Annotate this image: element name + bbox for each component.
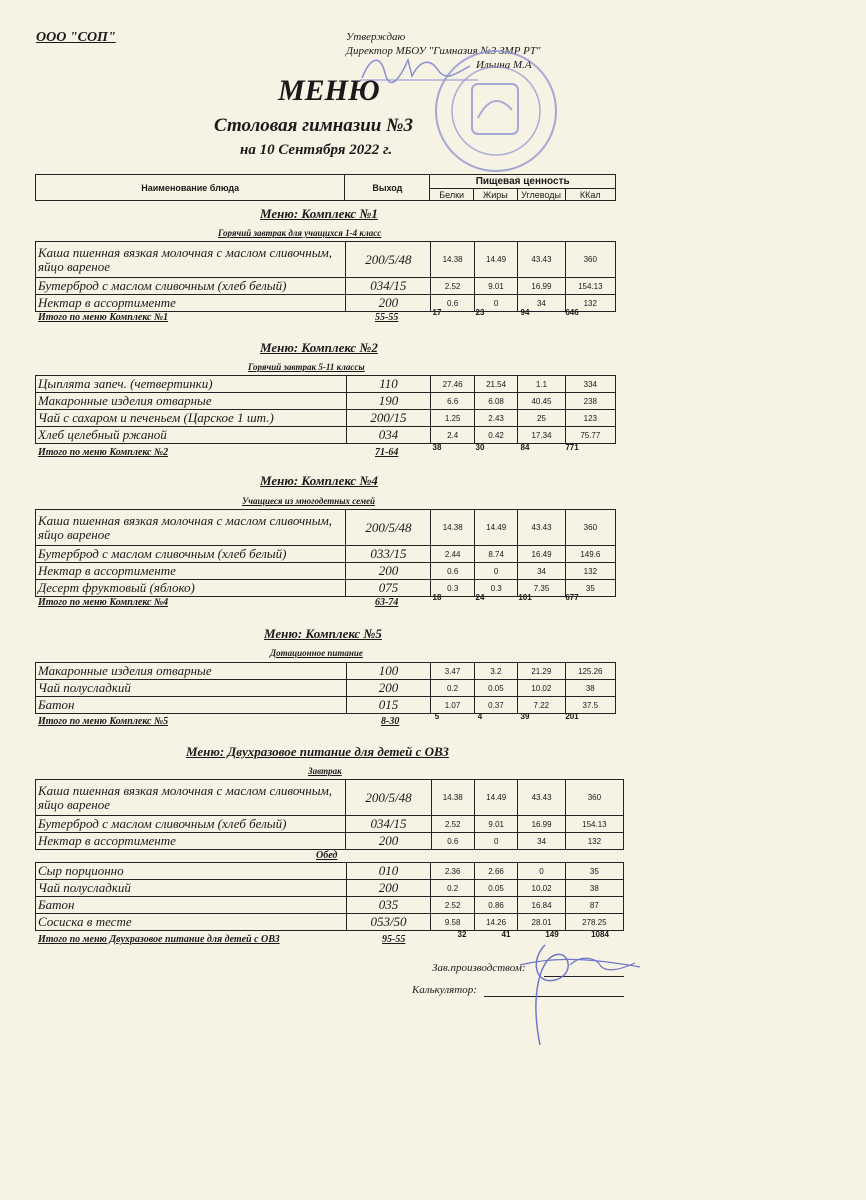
dish-name: Каша пшенная вязкая молочная с маслом сливочным, яйцо вареное <box>36 242 346 278</box>
menu-title: МЕНЮ <box>278 74 380 107</box>
dish-name: Десерт фруктовый (яблоко) <box>36 580 346 597</box>
table-row <box>36 780 624 816</box>
dish-protein: 2.52 <box>431 816 474 833</box>
dish-fat: 2.43 <box>474 410 517 427</box>
canteen-subtitle: Столовая гимназии №3 <box>214 115 413 136</box>
dish-kcal: 38 <box>565 680 615 697</box>
total-label: Итого по меню Комплекс №1 <box>38 312 169 323</box>
dish-output: 075 <box>346 580 431 597</box>
dish-output: 053/50 <box>346 914 431 931</box>
dish-kcal: 238 <box>565 393 615 410</box>
dish-carbs: 16.99 <box>518 278 565 295</box>
dish-name: Чай полусладкий <box>36 880 347 897</box>
dish-carbs: 21.29 <box>518 663 565 680</box>
total-carbs: 149 <box>545 930 559 939</box>
approval-line2: Директор МБОУ "Гимназия №3 ЗМР РТ" <box>346 45 541 57</box>
dish-output: 200 <box>346 833 431 850</box>
production-manager-label: Зав.производством: <box>432 962 526 974</box>
table-row <box>36 663 616 680</box>
dish-name: Бутерброд с маслом сливочным (хлеб белый) <box>36 278 346 295</box>
header-table <box>35 174 616 201</box>
school-stamp <box>412 48 580 174</box>
section-subtitle: Учащиеся из многодетных семей <box>242 496 376 506</box>
dish-carbs: 17.34 <box>518 427 565 444</box>
dish-kcal: 35 <box>565 863 623 880</box>
total-carbs: 101 <box>518 593 532 602</box>
dish-fat: 14.49 <box>474 242 517 278</box>
dish-table <box>35 662 616 714</box>
dish-kcal: 334 <box>565 376 615 393</box>
dish-protein: 0.2 <box>431 880 474 897</box>
dish-carbs: 34 <box>518 833 565 850</box>
total-label: Итого по меню Комплекс №4 <box>38 597 169 608</box>
header-carbs: Углеводы <box>517 189 565 201</box>
dish-kcal: 37.5 <box>565 697 615 714</box>
dish-output: 200 <box>346 563 431 580</box>
dish-carbs: 0 <box>518 863 565 880</box>
table-row <box>36 833 624 850</box>
dish-output: 200 <box>346 295 431 312</box>
dish-kcal: 360 <box>565 780 623 816</box>
section-total <box>38 443 618 461</box>
header-dish: Наименование блюда <box>36 175 345 201</box>
section-title: Меню: Комплекс №1 <box>260 206 378 221</box>
dish-name: Цыплята запеч. (четвертинки) <box>36 376 347 393</box>
dish-table <box>35 509 616 597</box>
table-row <box>36 242 616 278</box>
dish-output: 033/15 <box>346 546 431 563</box>
dish-kcal: 278.25 <box>565 914 623 931</box>
total-fat: 41 <box>501 930 511 939</box>
dish-output: 015 <box>346 697 431 714</box>
section-subtitle-lunch: Обед <box>316 850 338 861</box>
dish-name: Нектар в ассортименте <box>36 295 346 312</box>
dish-name: Нектар в ассортименте <box>36 833 346 850</box>
dish-fat: 0.05 <box>474 880 517 897</box>
dish-output: 200 <box>346 680 431 697</box>
dish-kcal: 154.13 <box>565 278 615 295</box>
dish-protein: 0.6 <box>431 833 474 850</box>
dish-protein: 0.6 <box>431 295 474 312</box>
dish-fat: 8.74 <box>474 546 517 563</box>
table-row <box>36 278 616 295</box>
header-fat: Жиры <box>474 189 518 201</box>
total-code: 63-74 <box>375 597 399 608</box>
table-row <box>36 816 624 833</box>
total-protein: 18 <box>432 593 442 602</box>
dish-kcal: 132 <box>565 295 615 312</box>
dish-protein: 2.52 <box>431 278 474 295</box>
dish-carbs: 34 <box>518 563 565 580</box>
dish-name: Батон <box>36 697 347 714</box>
total-protein: 32 <box>457 930 467 939</box>
dish-output: 200/5/48 <box>346 780 431 816</box>
total-label: Итого по меню Комплекс №5 <box>38 716 169 727</box>
header-nutrition: Пищевая ценность <box>430 175 616 189</box>
total-code: 8-30 <box>381 716 400 727</box>
dish-name: Чай с сахаром и печеньем (Царское 1 шт.) <box>36 410 347 427</box>
table-row <box>36 680 616 697</box>
dish-carbs: 10.02 <box>518 880 565 897</box>
header-protein: Белки <box>430 189 474 201</box>
dish-kcal: 123 <box>565 410 615 427</box>
dish-fat: 0 <box>474 833 517 850</box>
dish-protein: 0.6 <box>431 563 474 580</box>
total-kcal: 201 <box>565 712 579 721</box>
dish-output: 010 <box>346 863 431 880</box>
section-subtitle: Горячий завтрак для учащихся 1-4 класс <box>218 228 382 238</box>
dish-protein: 0.3 <box>431 580 474 597</box>
dish-kcal: 35 <box>565 580 615 597</box>
total-code: 55-55 <box>375 312 399 323</box>
dish-fat: 14.26 <box>474 914 517 931</box>
dish-table <box>35 375 616 444</box>
menu-date: на 10 Сентября 2022 г. <box>240 142 393 158</box>
table-row <box>36 510 616 546</box>
dish-kcal: 75.77 <box>565 427 615 444</box>
calculator-label: Калькулятор: <box>412 984 477 996</box>
dish-protein: 9.58 <box>431 914 474 931</box>
dish-carbs: 28.01 <box>518 914 565 931</box>
dish-table <box>35 862 624 931</box>
section-total <box>38 712 618 730</box>
dish-kcal: 38 <box>565 880 623 897</box>
dish-name: Сосиска в тесте <box>36 914 347 931</box>
dish-protein: 2.36 <box>431 863 474 880</box>
manager-signature <box>500 935 650 1050</box>
total-label: Итого по меню Комплекс №2 <box>38 447 169 458</box>
dish-output: 200/15 <box>346 410 431 427</box>
dish-protein: 2.4 <box>431 427 474 444</box>
dish-kcal: 360 <box>565 242 615 278</box>
dish-protein: 14.38 <box>431 780 474 816</box>
dish-kcal: 154.13 <box>565 816 623 833</box>
dish-fat: 0.3 <box>474 580 517 597</box>
dish-protein: 1.25 <box>431 410 474 427</box>
dish-name: Сыр порционно <box>36 863 347 880</box>
dish-fat: 0.05 <box>474 680 517 697</box>
total-protein: 17 <box>432 308 442 317</box>
dish-protein: 1.07 <box>431 697 474 714</box>
dish-output: 200/5/48 <box>346 242 431 278</box>
dish-name: Макаронные изделия отварные <box>36 393 347 410</box>
dish-protein: 2.44 <box>431 546 474 563</box>
dish-fat: 9.01 <box>474 816 517 833</box>
dish-table <box>35 241 616 312</box>
dish-kcal: 125.26 <box>565 663 615 680</box>
dish-name: Каша пшенная вязкая молочная с маслом сливочным, яйцо вареное <box>36 510 346 546</box>
dish-carbs: 43.43 <box>518 780 565 816</box>
section-title: Меню: Двухразовое питание для детей с ОВЗ <box>186 744 449 759</box>
dish-carbs: 43.43 <box>518 510 565 546</box>
total-carbs: 39 <box>520 712 530 721</box>
dish-carbs: 34 <box>518 295 565 312</box>
section-subtitle: Горячий завтрак 5-11 классы <box>248 362 365 372</box>
total-carbs: 94 <box>520 308 530 317</box>
dish-fat: 0 <box>474 295 517 312</box>
total-kcal: 1084 <box>591 930 609 939</box>
dish-protein: 3.47 <box>431 663 474 680</box>
dish-carbs: 16.49 <box>518 546 565 563</box>
table-row <box>36 914 624 931</box>
total-kcal: 771 <box>565 443 579 452</box>
dish-output: 110 <box>346 376 431 393</box>
table-row <box>36 863 624 880</box>
total-code: 71-64 <box>375 447 399 458</box>
table-row <box>36 546 616 563</box>
total-fat: 4 <box>477 712 483 721</box>
section-total <box>38 308 618 326</box>
section-subtitle: Завтрак <box>308 766 342 776</box>
dish-fat: 2.66 <box>474 863 517 880</box>
dish-fat: 6.08 <box>474 393 517 410</box>
dish-output: 190 <box>346 393 431 410</box>
dish-fat: 0 <box>474 563 517 580</box>
table-row <box>36 393 616 410</box>
dish-protein: 6.6 <box>431 393 474 410</box>
company-name: ООО "СОП" <box>36 30 116 45</box>
approval-line3: Ильина М.А <box>476 59 532 71</box>
total-carbs: 84 <box>520 443 530 452</box>
dish-protein: 2.52 <box>431 897 474 914</box>
dish-carbs: 7.35 <box>518 580 565 597</box>
total-protein: 5 <box>434 712 440 721</box>
section-total <box>38 593 618 611</box>
total-fat: 24 <box>475 593 485 602</box>
dish-name: Нектар в ассортименте <box>36 563 346 580</box>
dish-kcal: 132 <box>565 563 615 580</box>
section-title: Меню: Комплекс №5 <box>264 626 382 641</box>
section-title: Меню: Комплекс №4 <box>260 473 378 488</box>
dish-fat: 0.42 <box>474 427 517 444</box>
dish-carbs: 16.84 <box>518 897 565 914</box>
section-title: Меню: Комплекс №2 <box>260 340 378 355</box>
dish-fat: 9.01 <box>474 278 517 295</box>
dish-kcal: 360 <box>565 510 615 546</box>
header-output: Выход <box>345 175 430 201</box>
dish-protein: 14.38 <box>431 242 474 278</box>
dish-kcal: 87 <box>565 897 623 914</box>
dish-output: 200 <box>346 880 431 897</box>
dish-table <box>35 779 624 850</box>
dish-protein: 0.2 <box>431 680 474 697</box>
dish-carbs: 43.43 <box>518 242 565 278</box>
dish-name: Чай полусладкий <box>36 680 347 697</box>
dish-kcal: 132 <box>565 833 623 850</box>
dish-name: Хлеб целебный ржаной <box>36 427 347 444</box>
total-protein: 38 <box>432 443 442 452</box>
dish-name: Макаронные изделия отварные <box>36 663 347 680</box>
table-row <box>36 880 624 897</box>
section-subtitle: Дотационное питание <box>270 648 363 658</box>
table-row <box>36 427 616 444</box>
table-row <box>36 410 616 427</box>
dish-name: Бутерброд с маслом сливочным (хлеб белый) <box>36 546 346 563</box>
dish-fat: 0.37 <box>474 697 517 714</box>
dish-protein: 14.38 <box>431 510 474 546</box>
dish-name: Бутерброд с маслом сливочным (хлеб белый) <box>36 816 346 833</box>
total-label: Итого по меню Двухразовое питание для детей с ОВЗ <box>38 934 280 945</box>
dish-kcal: 149.6 <box>565 546 615 563</box>
table-row <box>36 376 616 393</box>
dish-fat: 21.54 <box>474 376 517 393</box>
total-code: 95-55 <box>382 934 406 945</box>
dish-name: Батон <box>36 897 347 914</box>
dish-fat: 14.49 <box>474 510 517 546</box>
dish-output: 034 <box>346 427 431 444</box>
total-kcal: 677 <box>565 593 579 602</box>
total-fat: 30 <box>475 443 485 452</box>
dish-output: 034/15 <box>346 278 431 295</box>
table-row <box>36 697 616 714</box>
dish-output: 034/15 <box>346 816 431 833</box>
dish-protein: 27.46 <box>431 376 474 393</box>
dish-carbs: 25 <box>518 410 565 427</box>
dish-carbs: 16.99 <box>518 816 565 833</box>
dish-fat: 3.2 <box>474 663 517 680</box>
dish-carbs: 40.45 <box>518 393 565 410</box>
dish-output: 100 <box>346 663 431 680</box>
dish-carbs: 7.22 <box>518 697 565 714</box>
dish-fat: 0.86 <box>474 897 517 914</box>
total-fat: 23 <box>475 308 485 317</box>
dish-carbs: 10.02 <box>518 680 565 697</box>
dish-output: 200/5/48 <box>346 510 431 546</box>
table-row <box>36 897 624 914</box>
total-kcal: 646 <box>565 308 579 317</box>
header-kcal: ККал <box>565 189 615 201</box>
dish-name: Каша пшенная вязкая молочная с маслом сливочным, яйцо вареное <box>36 780 346 816</box>
approval-line1: Утверждаю <box>346 31 406 43</box>
dish-output: 035 <box>346 897 431 914</box>
dish-carbs: 1.1 <box>518 376 565 393</box>
dish-fat: 14.49 <box>474 780 517 816</box>
table-row <box>36 563 616 580</box>
